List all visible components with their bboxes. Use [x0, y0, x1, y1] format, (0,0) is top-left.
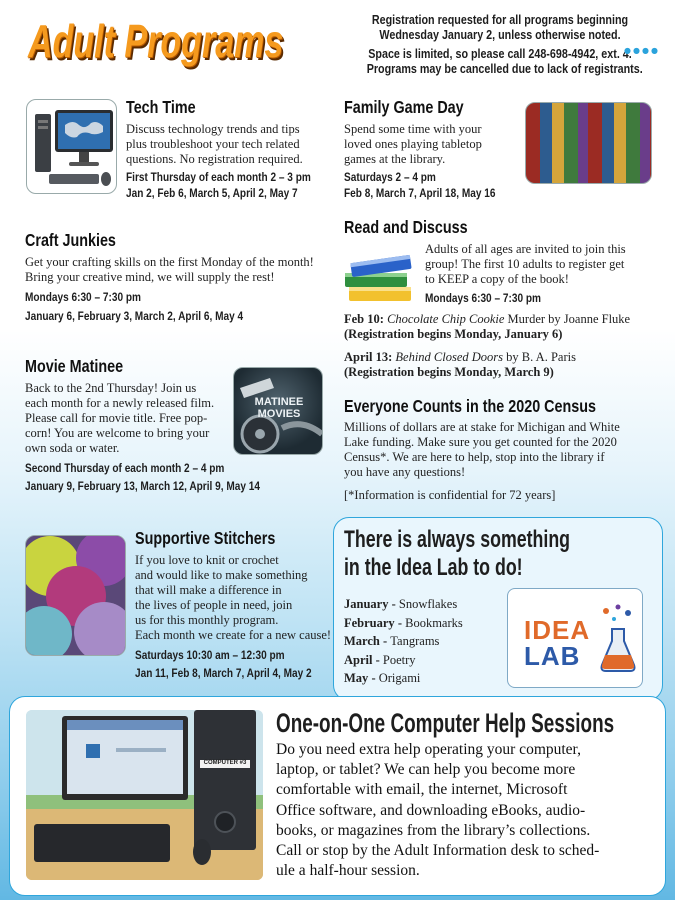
registration-note	[345, 13, 655, 77]
text-line: questions. No registration required.	[126, 152, 303, 166]
text-line: Please call for movie title. Free pop-	[25, 411, 208, 425]
text-line: group! The first 10 adults to register get	[425, 257, 625, 271]
idea-lab-logo	[507, 588, 643, 688]
text-line: to KEEP a copy of the book!	[425, 272, 569, 286]
tech-time-schedule	[126, 169, 346, 201]
text-line: Census*. We are here to help, stop into the library if	[344, 450, 605, 464]
text-line: Adults of all ages are invited to join this	[425, 242, 626, 256]
text-line: games at the library.	[344, 152, 446, 166]
supportive-stitchers-schedule	[135, 646, 345, 682]
book-date: Feb 10:	[344, 312, 384, 326]
read-and-discuss-description	[425, 242, 626, 287]
computer-label: COMPUTER #3	[203, 760, 247, 766]
text-line: Call or stop by the Adult Information desk to sched-	[276, 842, 600, 860]
text-line: Each month we create for a new cause!	[135, 628, 332, 642]
craft-junkies-heading: Craft Junkies	[25, 230, 116, 250]
text-line: comfortable with email, the internet, Microsoft	[276, 781, 568, 799]
craft-junkies-description	[25, 255, 314, 285]
census-note: [*Information is confidential for 72 years]	[344, 488, 556, 502]
heading-line: in the Idea Lab to do!	[344, 554, 523, 581]
text-line: own soda or water.	[25, 441, 120, 455]
craft-junkies-schedule	[25, 288, 285, 326]
text-line: Spend some time with your	[344, 122, 482, 136]
text-line: Do you need extra help operating your computer,	[276, 741, 581, 758]
schedule-line: Mondays 6:30 – 7:30 pm	[425, 291, 541, 305]
computer-image	[26, 99, 117, 194]
schedule-line: Mondays 6:30 – 7:30 pm	[25, 290, 141, 304]
board-games-image	[525, 102, 652, 184]
text-line: the lives of people in need, join	[135, 598, 293, 612]
dates-line: January 6, February 3, March 2, April 6, May 4	[25, 309, 244, 323]
text-line: ule a half-hour session.	[276, 862, 420, 880]
idea-lab-heading	[344, 526, 570, 582]
idea-lab-schedule-list	[344, 595, 463, 688]
census-heading: Everyone Counts in the 2020 Census	[344, 396, 597, 416]
book-registration: (Registration begins Monday, March 9)	[344, 365, 554, 379]
movie-matinee-description	[25, 381, 214, 456]
heading-line: There is always something	[344, 526, 571, 553]
tech-time-heading: Tech Time	[126, 97, 196, 117]
text-line: that will make a difference in	[135, 583, 282, 597]
list-item: May - Origami	[344, 671, 421, 685]
census-description	[344, 420, 620, 480]
flask-icon	[596, 603, 640, 673]
schedule-line: First Thursday of each month 2 – 3 pm	[126, 170, 311, 184]
schedule-line: Saturdays 2 – 4 pm	[344, 170, 436, 184]
registration-line: Registration requested for all programs beginning	[371, 13, 629, 27]
book-title: Behind Closed Doors	[395, 350, 504, 364]
schedule-line: Saturdays 10:30 am – 12:30 pm	[135, 648, 285, 662]
read-and-discuss-schedule	[425, 290, 563, 306]
book-selection-2	[344, 350, 576, 380]
logo-text-idea: IDEA	[524, 615, 591, 645]
text-line: loved ones playing tabletop	[344, 137, 482, 151]
help-sessions-description	[276, 740, 599, 881]
text-line: plus troubleshoot your tech related	[126, 137, 300, 151]
registration-line: Wednesday January 2, unless otherwise noted.	[379, 28, 621, 42]
text-line: Discuss technology trends and tips	[126, 122, 300, 136]
text-line: and would like to make something	[135, 568, 308, 582]
dates-line: Jan 11, Feb 8, March 7, April 4, May 2	[135, 666, 312, 680]
movies-image-text: MOVIES	[257, 408, 301, 420]
text-line: If you love to knit or crochet	[135, 553, 279, 567]
page-title: Adult Programs	[28, 15, 284, 67]
book-author: by B. A. Paris	[506, 350, 576, 364]
family-game-day-heading: Family Game Day	[344, 97, 464, 117]
matinee-movies-image	[233, 367, 323, 455]
logo-text-lab: LAB	[524, 641, 581, 671]
text-line: you have any questions!	[344, 465, 466, 479]
book-selection-1	[344, 312, 630, 342]
text-line: Get your crafting skills on the first Monday of the month!	[25, 255, 314, 269]
text-line: corn! You are welcome to bring your	[25, 426, 210, 440]
book-author: Murder by Joanne Fluke	[507, 312, 631, 326]
books-image	[343, 243, 416, 307]
book-title: Chocolate Chip Cookie	[387, 312, 505, 326]
supportive-stitchers-description	[135, 553, 331, 643]
text-line: Back to the 2nd Thursday! Join us	[25, 381, 197, 395]
registration-line: Space is limited, so please call 248-698-4942, ext. 4.	[368, 47, 632, 61]
text-line: Office software, and downloading eBooks, audio-	[276, 801, 586, 819]
list-item: April - Poetry	[344, 652, 416, 667]
dates-line: Feb 8, March 7, April 18, May 16	[344, 186, 496, 200]
book-registration: (Registration begins Monday, January 6)	[344, 327, 563, 341]
list-item: January - Snowflakes	[344, 597, 458, 611]
text-line: each month for a newly released film.	[25, 396, 215, 410]
dates-line: January 9, February 13, March 12, April 9, May 14	[25, 479, 260, 493]
schedule-line: Second Thursday of each month 2 – 4 pm	[25, 461, 225, 475]
text-line: Lake funding. Make sure you get counted for the 2020	[344, 435, 617, 449]
yarn-image	[25, 535, 126, 656]
family-game-day-schedule	[344, 169, 524, 201]
text-line: Bring your creative mind, we will supply the rest!	[25, 270, 275, 284]
family-game-day-description	[344, 122, 482, 167]
movie-matinee-schedule	[25, 459, 305, 495]
list-item: March - Tangrams	[344, 634, 440, 648]
matinee-image-text: MATINEE	[254, 396, 304, 408]
registration-line: Programs may be cancelled due to lack of registrants.	[366, 62, 643, 76]
decorative-dots: ●●●●	[624, 46, 660, 55]
movie-matinee-heading: Movie Matinee	[25, 356, 124, 376]
dates-line: Jan 2, Feb 6, March 5, April 2, May 7	[126, 186, 298, 200]
help-sessions-heading: One-on-One Computer Help Sessions	[276, 708, 615, 738]
supportive-stitchers-heading: Supportive Stitchers	[135, 528, 276, 548]
read-and-discuss-heading: Read and Discuss	[344, 217, 468, 237]
book-date: April 13:	[344, 350, 393, 364]
computer-desk-image	[26, 710, 263, 880]
text-line: books, or magazines from the library’s collections.	[276, 821, 591, 839]
tech-time-description	[126, 122, 303, 167]
text-line: Millions of dollars are at stake for Michigan and White	[344, 420, 620, 434]
text-line: laptop, or tablet? We can help you become more	[276, 761, 576, 779]
list-item: February - Bookmarks	[344, 615, 463, 630]
text-line: us for this monthly program.	[135, 613, 279, 627]
